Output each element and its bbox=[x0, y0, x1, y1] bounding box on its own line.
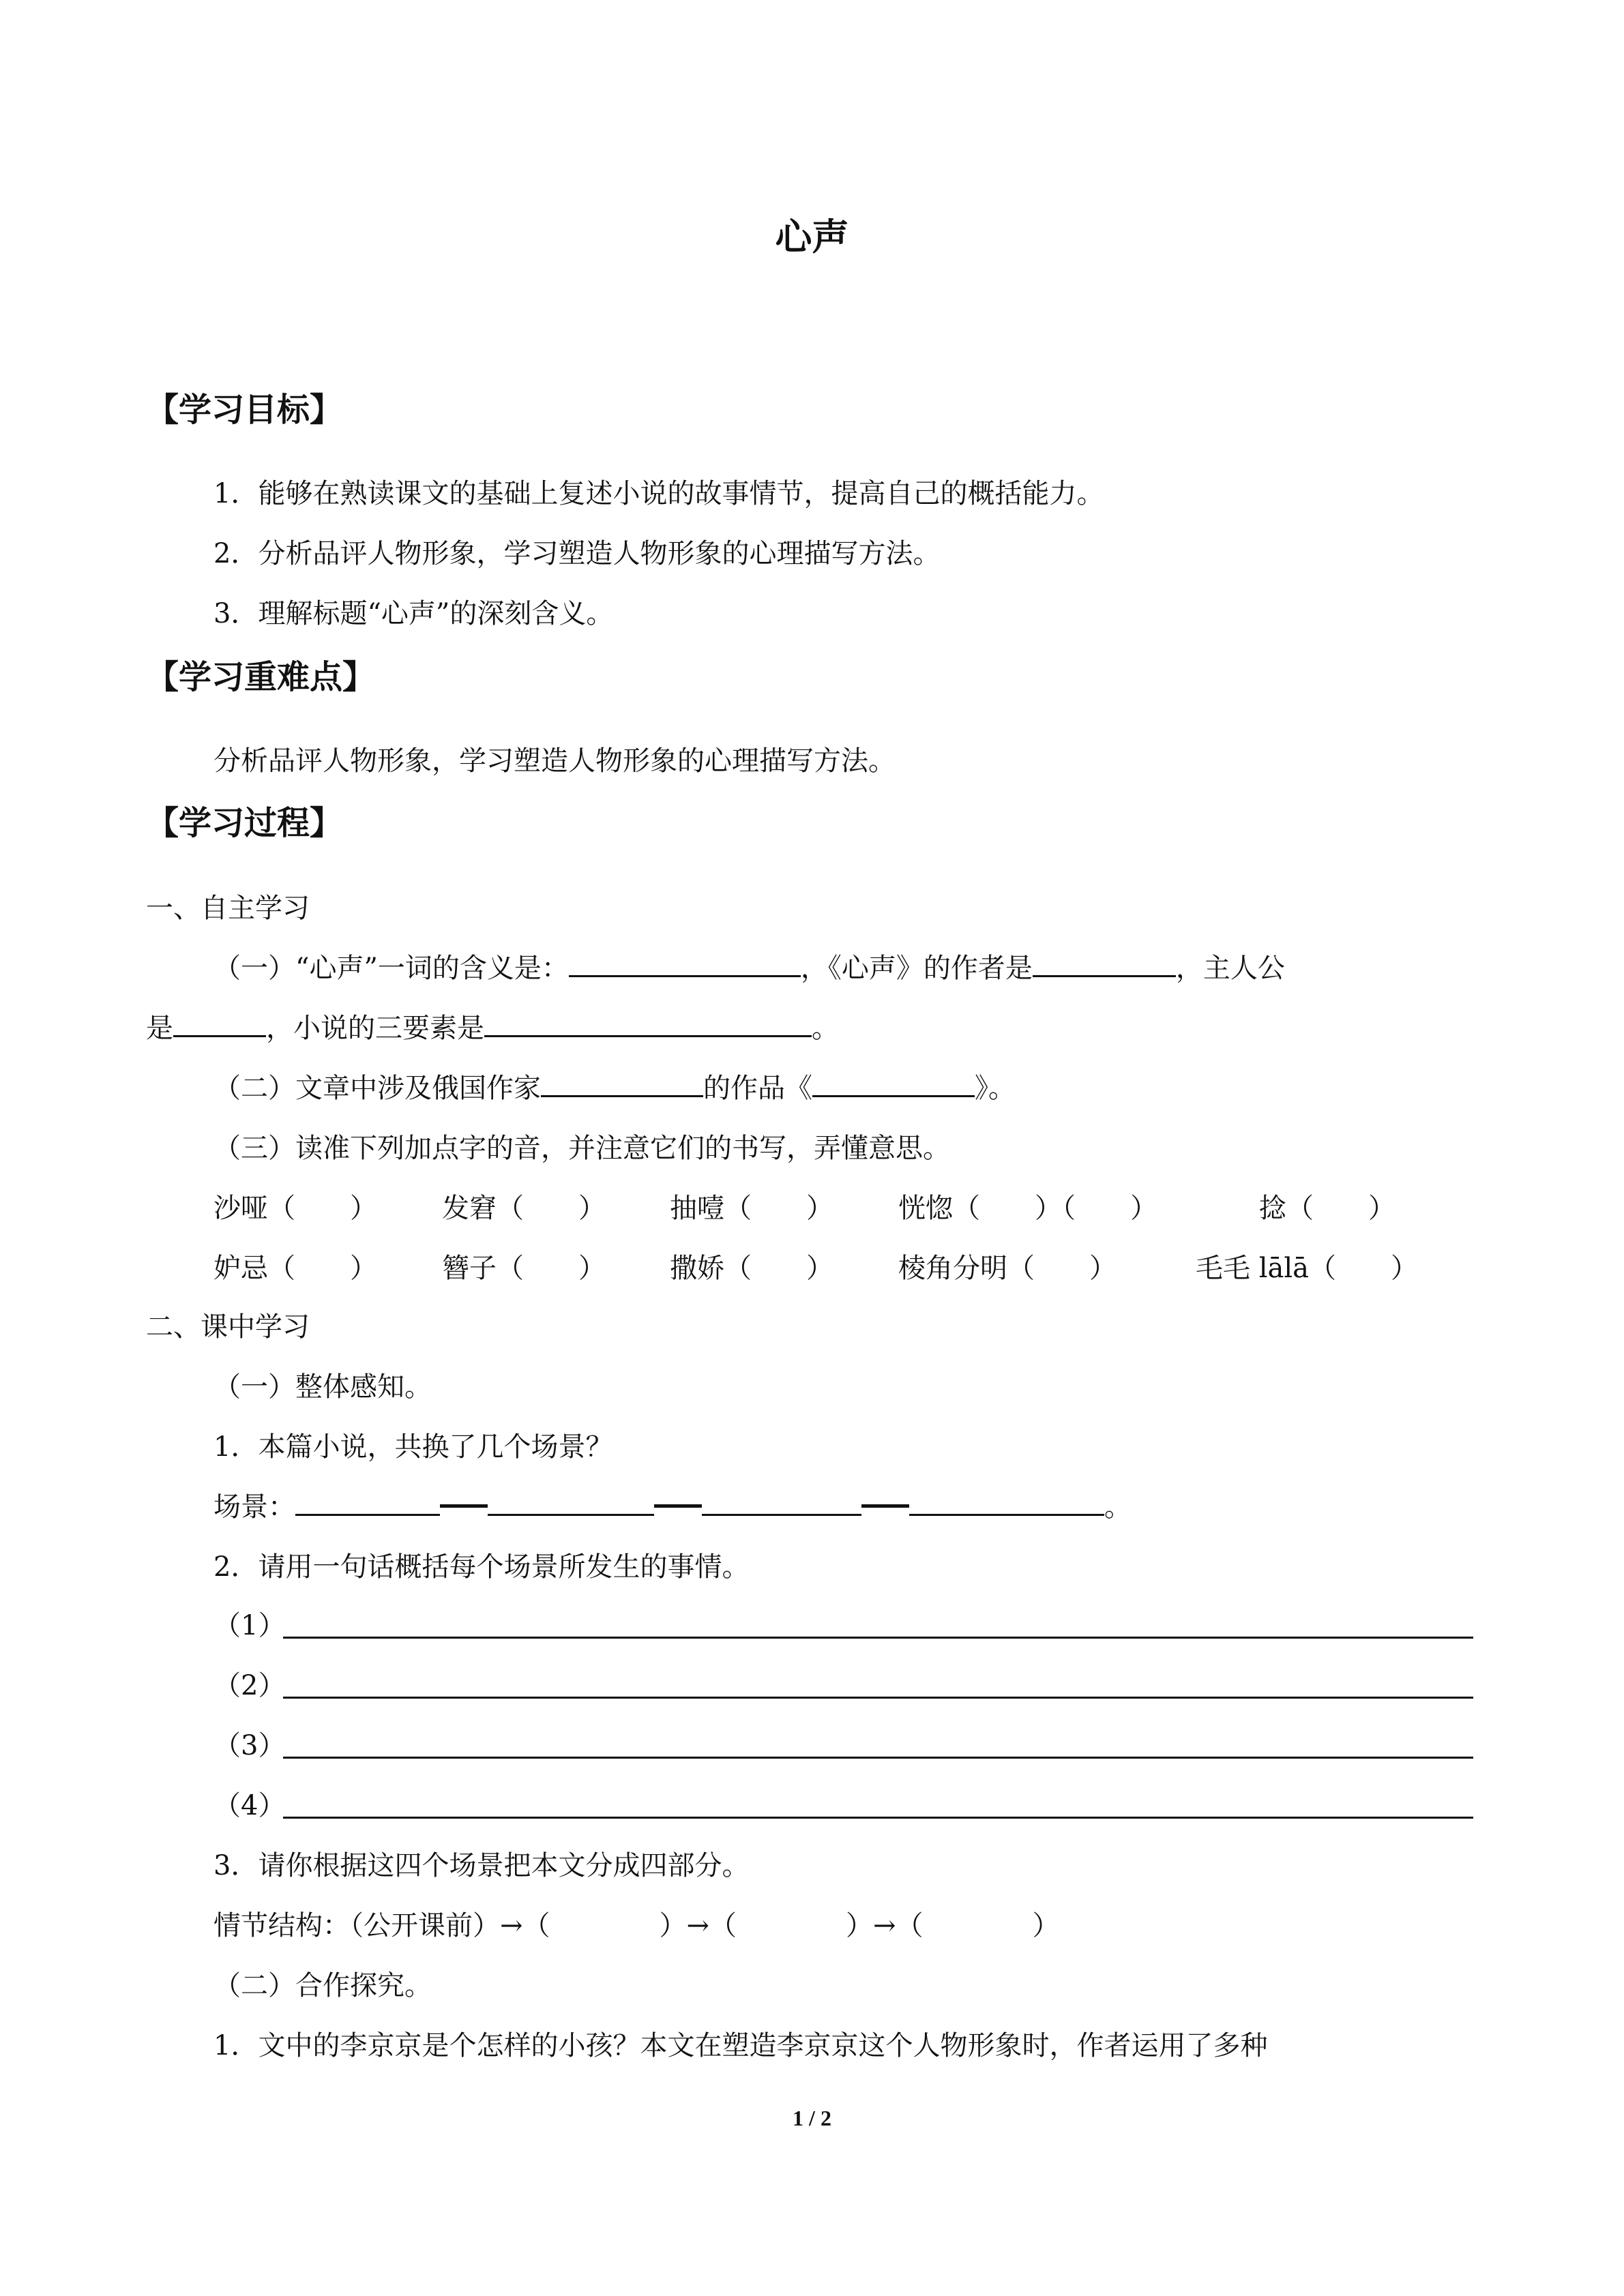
blank-scene-1[interactable] bbox=[295, 1489, 440, 1516]
q1-text-a: （一）“心声”一词的含义是： bbox=[213, 953, 569, 984]
plot-first: （公开课前） bbox=[350, 1910, 500, 1941]
keypoints-heading: 【学习重难点】 bbox=[146, 658, 376, 696]
q-summarize: 2．请用一句话概括每个场景所发生的事情。 bbox=[213, 1551, 750, 1583]
goal-item-2: 2．分析品评人物形象，学习塑造人物形象的心理描写方法。 bbox=[213, 538, 941, 569]
goals-heading: 【学习目标】 bbox=[146, 391, 343, 429]
goal-item-1: 1．能够在熟读课文的基础上复述小说的故事情节，提高自己的概括能力。 bbox=[213, 478, 1104, 509]
goal-item-3: 3．理解标题“心声”的深刻含义。 bbox=[213, 598, 614, 629]
dash bbox=[861, 1504, 909, 1508]
plot-blank-2[interactable]: （ ） bbox=[709, 1910, 874, 1941]
q2-text-b: 的作品《 bbox=[703, 1073, 812, 1104]
answer-label-2: （2） bbox=[213, 1670, 286, 1701]
blank-russian-writer[interactable] bbox=[541, 1071, 703, 1097]
answer-line-3[interactable] bbox=[283, 1757, 1473, 1759]
answer-line-1[interactable] bbox=[283, 1637, 1473, 1639]
dash bbox=[440, 1504, 488, 1508]
keypoints-text: 分析品评人物形象，学习塑造人物形象的心理描写方法。 bbox=[213, 745, 896, 777]
page-title: 心声 bbox=[775, 215, 849, 258]
blank-meaning[interactable] bbox=[569, 951, 801, 977]
plot-blank-1[interactable]: （ ） bbox=[522, 1910, 687, 1941]
q1-text-d: 是 bbox=[146, 1013, 173, 1044]
word-item: 抽噎（ ） bbox=[670, 1193, 833, 1224]
q1-text-f: 。 bbox=[812, 1013, 839, 1044]
blank-protagonist[interactable] bbox=[173, 1011, 266, 1037]
arrow-icon: → bbox=[873, 1910, 896, 1941]
q2-text-a: （二）文章中涉及俄国作家 bbox=[213, 1073, 541, 1104]
answer-line-2[interactable] bbox=[283, 1697, 1473, 1699]
plot-blank-3[interactable]: （ ） bbox=[896, 1910, 1060, 1941]
word-item: 捻（ ） bbox=[1259, 1193, 1396, 1224]
plot-label: 情节结构： bbox=[213, 1910, 350, 1941]
answer-label-1: （1） bbox=[213, 1610, 286, 1641]
word-item: 毛毛 lālā（ ） bbox=[1196, 1253, 1418, 1284]
q-divide: 3．请你根据这四个场景把本文分成四部分。 bbox=[213, 1850, 750, 1881]
word-item: 撒娇（ ） bbox=[670, 1253, 833, 1284]
page-number: 1 / 2 bbox=[793, 2106, 831, 2130]
part1-label: 一、自主学习 bbox=[146, 893, 310, 924]
blank-author[interactable] bbox=[1033, 951, 1176, 977]
word-item: 恍惚（ ）（ ） bbox=[898, 1193, 1157, 1224]
blank-scene-3[interactable] bbox=[702, 1489, 861, 1516]
q3-line: （三）读准下列加点字的音，并注意它们的书写，弄懂意思。 bbox=[213, 1133, 950, 1164]
blank-three-elements[interactable] bbox=[484, 1011, 812, 1037]
word-item: 发窘（ ） bbox=[442, 1193, 606, 1224]
q1-text-e: ，小说的三要素是 bbox=[266, 1013, 484, 1044]
word-item: 沙哑（ ） bbox=[213, 1193, 377, 1224]
scene-label: 场景： bbox=[213, 1491, 295, 1523]
arrow-icon: → bbox=[500, 1910, 523, 1941]
q-scenes: 1．本篇小说，共换了几个场景？ bbox=[213, 1431, 613, 1463]
answer-label-4: （4） bbox=[213, 1790, 286, 1821]
blank-scene-4[interactable] bbox=[909, 1489, 1104, 1516]
part2-label: 二、课中学习 bbox=[146, 1311, 310, 1343]
q1-line2 bbox=[146, 1011, 839, 1046]
answer-line-4[interactable] bbox=[283, 1817, 1473, 1819]
sub2-label: （二）合作探究。 bbox=[213, 1970, 432, 2001]
q1-text-c: ，主人公 bbox=[1175, 953, 1285, 984]
answer-label-3: （3） bbox=[213, 1730, 286, 1761]
blank-work-title[interactable] bbox=[812, 1071, 975, 1097]
word-item: 簪子（ ） bbox=[442, 1253, 606, 1284]
dash bbox=[654, 1504, 702, 1508]
q1-line1 bbox=[213, 951, 1285, 986]
scene-line bbox=[213, 1489, 1132, 1525]
word-item: 棱角分明（ ） bbox=[898, 1253, 1117, 1284]
q2-text-c: 》。 bbox=[975, 1073, 1016, 1104]
word-item: 妒忌（ ） bbox=[213, 1253, 377, 1284]
sub1-label: （一）整体感知。 bbox=[213, 1371, 432, 1403]
q2-line bbox=[213, 1071, 1016, 1106]
plot-line bbox=[213, 1908, 1060, 1943]
blank-scene-2[interactable] bbox=[488, 1489, 654, 1516]
q-character: 1．文中的李京京是个怎样的小孩？本文在塑造李京京这个人物形象时，作者运用了多种 bbox=[213, 2030, 1268, 2061]
arrow-icon: → bbox=[686, 1910, 710, 1941]
q1-text-b: ，《心声》的作者是 bbox=[800, 953, 1033, 984]
scene-end: 。 bbox=[1104, 1491, 1132, 1523]
process-heading: 【学习过程】 bbox=[146, 804, 343, 842]
